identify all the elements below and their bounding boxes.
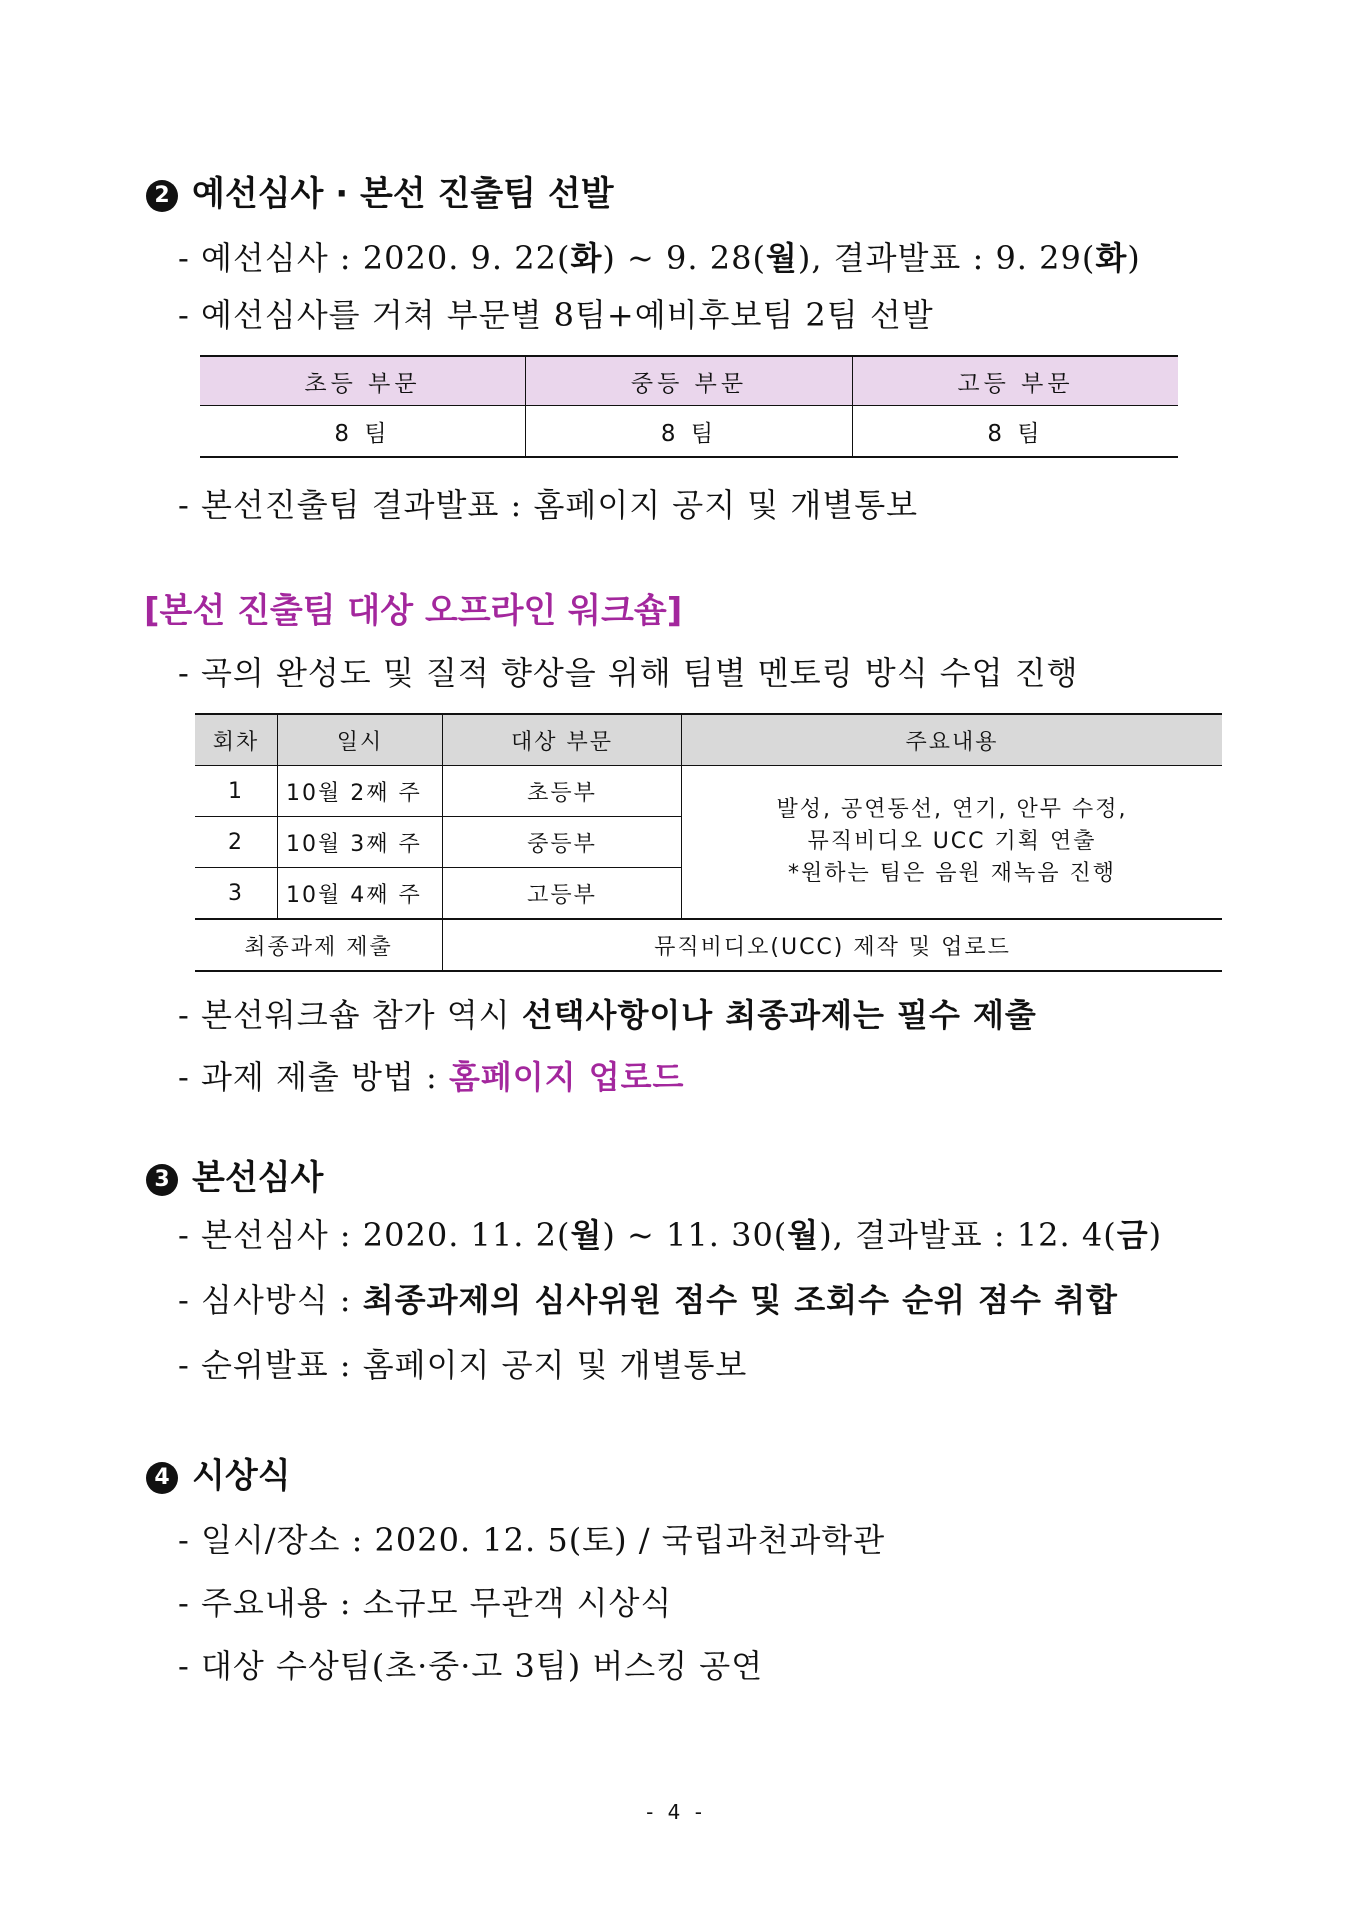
table-cell: 8 팀	[526, 406, 853, 458]
table-cell: 2	[195, 817, 278, 868]
circled-number-icon: 2	[146, 180, 178, 212]
workshop-schedule-table	[195, 713, 1222, 972]
table-header: 일시	[278, 714, 443, 766]
table-header: 초등 부문	[200, 356, 526, 406]
ceremony-date-line: - 일시/장소 : 2020. 12. 5(토) / 국립과천과학관	[178, 1521, 886, 1559]
table-cell: 고등부	[443, 868, 682, 920]
table-header: 고등 부문	[852, 356, 1178, 406]
table-header: 회차	[195, 714, 278, 766]
final-task-value: 뮤직비디오(UCC) 제작 및 업로드	[443, 919, 1223, 971]
judging-method-line: - 심사방식 : 최종과제의 심사위원 점수 및 조회수 순위 점수 취합	[178, 1281, 1118, 1319]
selection-line: - 예선심사를 거쳐 부문별 8팀+예비후보팀 2팀 선발	[178, 296, 934, 334]
table-cell: 초등부	[443, 766, 682, 817]
table-cell: 10월 2째 주	[278, 766, 443, 817]
section-heading-4: 4 시상식	[146, 1448, 291, 1497]
workshop-intro-line: - 곡의 완성도 및 질적 향상을 위해 팀별 멘토링 방식 수업 진행	[178, 654, 1079, 692]
workshop-note-line: - 본선워크숍 참가 역시 선택사항이나 최종과제는 필수 제출	[178, 996, 1037, 1034]
submission-method-line: - 과제 제출 방법 : 홈페이지 업로드	[178, 1058, 685, 1096]
main-content-cell: 발성, 공연동선, 연기, 안무 수정, 뮤직비디오 UCC 기획 연출 *원하는 팀은 음원 재녹음 진행	[682, 766, 1223, 920]
final-task-label: 최종과제 제출	[195, 919, 443, 971]
table-cell: 3	[195, 868, 278, 920]
ranking-announcement-line: - 순위발표 : 홈페이지 공지 및 개별통보	[178, 1346, 748, 1384]
finalist-announcement-line: - 본선진출팀 결과발표 : 홈페이지 공지 및 개별통보	[178, 486, 919, 524]
circled-number-icon: 3	[146, 1164, 178, 1196]
table-cell: 10월 3째 주	[278, 817, 443, 868]
table-cell: 8 팀	[852, 406, 1178, 458]
table-cell: 10월 4째 주	[278, 868, 443, 920]
table-header: 중등 부문	[526, 356, 853, 406]
preliminary-schedule-line: - 예선심사 : 2020. 9. 22(화) ~ 9. 28(월), 결과발표 : 9. 29(화)	[178, 239, 1141, 277]
table-header: 대상 부문	[443, 714, 682, 766]
workshop-title: [본선 진출팀 대상 오프라인 워크숍]	[144, 591, 683, 631]
section-heading-3: 3 본선심사	[146, 1150, 323, 1199]
table-cell: 8 팀	[200, 406, 526, 458]
ceremony-content-line: - 주요내용 : 소규모 무관객 시상식	[178, 1584, 673, 1622]
table-cell: 중등부	[443, 817, 682, 868]
final-schedule-line: - 본선심사 : 2020. 11. 2(월) ~ 11. 30(월), 결과발표 : 12. 4(금)	[178, 1216, 1163, 1254]
section-heading-2: 2 예선심사 · 본선 진출팀 선발	[146, 166, 614, 215]
circled-number-icon: 4	[146, 1462, 178, 1494]
page-number: - 4 -	[646, 1800, 706, 1824]
division-teams-table	[200, 355, 1178, 458]
busking-line: - 대상 수상팀(초·중·고 3팀) 버스킹 공연	[178, 1647, 764, 1685]
table-header: 주요내용	[682, 714, 1223, 766]
table-cell: 1	[195, 766, 278, 817]
